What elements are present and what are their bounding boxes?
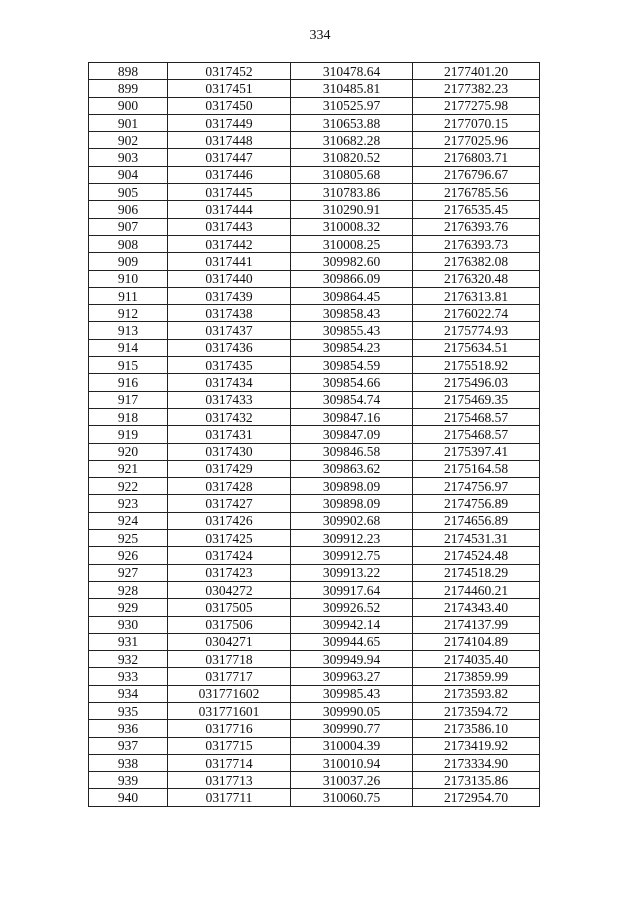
point-id-cell: 0317450	[168, 97, 291, 114]
point-id-cell: 0317505	[168, 599, 291, 616]
point-id-cell: 0317711	[168, 789, 291, 806]
x-coordinate-cell: 309917.64	[291, 581, 413, 598]
table-row	[89, 201, 540, 218]
point-id-cell: 0317445	[168, 184, 291, 201]
x-coordinate-cell: 309926.52	[291, 599, 413, 616]
table-row	[89, 149, 540, 166]
table-row	[89, 547, 540, 564]
point-number-cell: 925	[89, 530, 168, 547]
x-coordinate-cell: 309847.09	[291, 426, 413, 443]
y-coordinate-cell: 2174756.89	[413, 495, 540, 512]
point-id-cell: 0317448	[168, 132, 291, 149]
point-id-cell: 0304271	[168, 633, 291, 650]
table-row	[89, 702, 540, 719]
y-coordinate-cell: 2174531.31	[413, 530, 540, 547]
point-id-cell: 0317443	[168, 218, 291, 235]
point-number-cell: 906	[89, 201, 168, 218]
y-coordinate-cell: 2176382.08	[413, 253, 540, 270]
x-coordinate-cell: 309942.14	[291, 616, 413, 633]
point-number-cell: 923	[89, 495, 168, 512]
table-row	[89, 512, 540, 529]
table-row	[89, 391, 540, 408]
table-row	[89, 339, 540, 356]
y-coordinate-cell: 2174518.29	[413, 564, 540, 581]
y-coordinate-cell: 2173593.82	[413, 685, 540, 702]
point-number-cell: 905	[89, 184, 168, 201]
point-id-cell: 0317506	[168, 616, 291, 633]
table-row	[89, 443, 540, 460]
x-coordinate-cell: 309846.58	[291, 443, 413, 460]
point-number-cell: 940	[89, 789, 168, 806]
point-number-cell: 922	[89, 478, 168, 495]
point-number-cell: 936	[89, 720, 168, 737]
y-coordinate-cell: 2177070.15	[413, 114, 540, 131]
point-number-cell: 918	[89, 408, 168, 425]
y-coordinate-cell: 2175518.92	[413, 357, 540, 374]
x-coordinate-cell: 309982.60	[291, 253, 413, 270]
x-coordinate-cell: 309854.23	[291, 339, 413, 356]
point-number-cell: 902	[89, 132, 168, 149]
y-coordinate-cell: 2177382.23	[413, 80, 540, 97]
point-number-cell: 910	[89, 270, 168, 287]
point-number-cell: 915	[89, 357, 168, 374]
x-coordinate-cell: 309854.59	[291, 357, 413, 374]
point-id-cell: 0317429	[168, 460, 291, 477]
point-number-cell: 928	[89, 581, 168, 598]
table-row	[89, 426, 540, 443]
y-coordinate-cell: 2173586.10	[413, 720, 540, 737]
table-row	[89, 633, 540, 650]
x-coordinate-cell: 309944.65	[291, 633, 413, 650]
x-coordinate-cell: 310008.25	[291, 235, 413, 252]
point-number-cell: 898	[89, 63, 168, 80]
x-coordinate-cell: 310478.64	[291, 63, 413, 80]
table-row	[89, 685, 540, 702]
y-coordinate-cell: 2174656.89	[413, 512, 540, 529]
point-number-cell: 917	[89, 391, 168, 408]
point-number-cell: 912	[89, 305, 168, 322]
point-id-cell: 0317715	[168, 737, 291, 754]
table-row	[89, 668, 540, 685]
table-row	[89, 754, 540, 771]
coordinates-table	[88, 62, 540, 807]
table-row	[89, 408, 540, 425]
y-coordinate-cell: 2175774.93	[413, 322, 540, 339]
table-row	[89, 772, 540, 789]
point-number-cell: 916	[89, 374, 168, 391]
point-number-cell: 932	[89, 651, 168, 668]
y-coordinate-cell: 2174460.21	[413, 581, 540, 598]
point-id-cell: 031771601	[168, 702, 291, 719]
y-coordinate-cell: 2173419.92	[413, 737, 540, 754]
x-coordinate-cell: 309898.09	[291, 478, 413, 495]
y-coordinate-cell: 2176393.76	[413, 218, 540, 235]
table-row	[89, 287, 540, 304]
point-number-cell: 907	[89, 218, 168, 235]
point-number-cell: 903	[89, 149, 168, 166]
point-number-cell: 908	[89, 235, 168, 252]
table-row	[89, 789, 540, 806]
point-id-cell: 0317425	[168, 530, 291, 547]
x-coordinate-cell: 310010.94	[291, 754, 413, 771]
point-number-cell: 930	[89, 616, 168, 633]
y-coordinate-cell: 2174137.99	[413, 616, 540, 633]
point-id-cell: 0317451	[168, 80, 291, 97]
table-row	[89, 322, 540, 339]
point-number-cell: 934	[89, 685, 168, 702]
y-coordinate-cell: 2172954.70	[413, 789, 540, 806]
table-row	[89, 581, 540, 598]
y-coordinate-cell: 2174035.40	[413, 651, 540, 668]
table-row	[89, 63, 540, 80]
point-id-cell: 031771602	[168, 685, 291, 702]
y-coordinate-cell: 2176022.74	[413, 305, 540, 322]
x-coordinate-cell: 309963.27	[291, 668, 413, 685]
table-row	[89, 114, 540, 131]
x-coordinate-cell: 310485.81	[291, 80, 413, 97]
point-id-cell: 0317444	[168, 201, 291, 218]
y-coordinate-cell: 2176535.45	[413, 201, 540, 218]
table-row	[89, 530, 540, 547]
point-id-cell: 0317437	[168, 322, 291, 339]
point-number-cell: 939	[89, 772, 168, 789]
x-coordinate-cell: 309864.45	[291, 287, 413, 304]
x-coordinate-cell: 309985.43	[291, 685, 413, 702]
x-coordinate-cell: 309858.43	[291, 305, 413, 322]
x-coordinate-cell: 309847.16	[291, 408, 413, 425]
x-coordinate-cell: 310783.86	[291, 184, 413, 201]
x-coordinate-cell: 309855.43	[291, 322, 413, 339]
table-row	[89, 599, 540, 616]
point-number-cell: 935	[89, 702, 168, 719]
x-coordinate-cell: 309854.74	[291, 391, 413, 408]
point-number-cell: 937	[89, 737, 168, 754]
table-row	[89, 460, 540, 477]
table-row	[89, 478, 540, 495]
table-row	[89, 564, 540, 581]
point-id-cell: 0317435	[168, 357, 291, 374]
table-row	[89, 720, 540, 737]
table-row	[89, 270, 540, 287]
table-row	[89, 651, 540, 668]
point-id-cell: 0317430	[168, 443, 291, 460]
table-row	[89, 374, 540, 391]
point-number-cell: 926	[89, 547, 168, 564]
y-coordinate-cell: 2173594.72	[413, 702, 540, 719]
y-coordinate-cell: 2175496.03	[413, 374, 540, 391]
point-id-cell: 0317717	[168, 668, 291, 685]
y-coordinate-cell: 2174756.97	[413, 478, 540, 495]
x-coordinate-cell: 309854.66	[291, 374, 413, 391]
x-coordinate-cell: 309866.09	[291, 270, 413, 287]
point-id-cell: 0304272	[168, 581, 291, 598]
table-row	[89, 737, 540, 754]
x-coordinate-cell: 310682.28	[291, 132, 413, 149]
y-coordinate-cell: 2175164.58	[413, 460, 540, 477]
point-id-cell: 0317442	[168, 235, 291, 252]
y-coordinate-cell: 2175634.51	[413, 339, 540, 356]
x-coordinate-cell: 309913.22	[291, 564, 413, 581]
table-row	[89, 495, 540, 512]
point-id-cell: 0317436	[168, 339, 291, 356]
y-coordinate-cell: 2173859.99	[413, 668, 540, 685]
table-row	[89, 616, 540, 633]
y-coordinate-cell: 2177275.98	[413, 97, 540, 114]
point-id-cell: 0317433	[168, 391, 291, 408]
point-number-cell: 899	[89, 80, 168, 97]
table-row	[89, 218, 540, 235]
table-row	[89, 357, 540, 374]
x-coordinate-cell: 310008.32	[291, 218, 413, 235]
y-coordinate-cell: 2173135.86	[413, 772, 540, 789]
x-coordinate-cell: 310820.52	[291, 149, 413, 166]
y-coordinate-cell: 2177025.96	[413, 132, 540, 149]
point-id-cell: 0317716	[168, 720, 291, 737]
x-coordinate-cell: 309990.77	[291, 720, 413, 737]
point-id-cell: 0317718	[168, 651, 291, 668]
table-row	[89, 132, 540, 149]
point-id-cell: 0317438	[168, 305, 291, 322]
point-number-cell: 904	[89, 166, 168, 183]
point-number-cell: 919	[89, 426, 168, 443]
y-coordinate-cell: 2175468.57	[413, 426, 540, 443]
point-number-cell: 909	[89, 253, 168, 270]
point-id-cell: 0317449	[168, 114, 291, 131]
point-id-cell: 0317439	[168, 287, 291, 304]
point-id-cell: 0317714	[168, 754, 291, 771]
point-number-cell: 914	[89, 339, 168, 356]
y-coordinate-cell: 2176803.71	[413, 149, 540, 166]
point-id-cell: 0317441	[168, 253, 291, 270]
x-coordinate-cell: 310653.88	[291, 114, 413, 131]
point-id-cell: 0317423	[168, 564, 291, 581]
y-coordinate-cell: 2176785.56	[413, 184, 540, 201]
table-row	[89, 253, 540, 270]
y-coordinate-cell: 2174343.40	[413, 599, 540, 616]
x-coordinate-cell: 310290.91	[291, 201, 413, 218]
point-id-cell: 0317447	[168, 149, 291, 166]
page-number: 334	[309, 28, 331, 43]
point-number-cell: 921	[89, 460, 168, 477]
point-id-cell: 0317440	[168, 270, 291, 287]
x-coordinate-cell: 309990.05	[291, 702, 413, 719]
y-coordinate-cell: 2175469.35	[413, 391, 540, 408]
y-coordinate-cell: 2174104.89	[413, 633, 540, 650]
point-number-cell: 929	[89, 599, 168, 616]
point-number-cell: 901	[89, 114, 168, 131]
point-id-cell: 0317424	[168, 547, 291, 564]
point-number-cell: 927	[89, 564, 168, 581]
y-coordinate-cell: 2176320.48	[413, 270, 540, 287]
x-coordinate-cell: 310525.97	[291, 97, 413, 114]
table-row	[89, 97, 540, 114]
point-number-cell: 900	[89, 97, 168, 114]
point-number-cell: 924	[89, 512, 168, 529]
table-row	[89, 80, 540, 97]
point-id-cell: 0317427	[168, 495, 291, 512]
y-coordinate-cell: 2177401.20	[413, 63, 540, 80]
y-coordinate-cell: 2176313.81	[413, 287, 540, 304]
point-id-cell: 0317432	[168, 408, 291, 425]
table-row	[89, 305, 540, 322]
table-row	[89, 166, 540, 183]
y-coordinate-cell: 2173334.90	[413, 754, 540, 771]
table-body	[89, 63, 540, 807]
point-id-cell: 0317452	[168, 63, 291, 80]
point-number-cell: 933	[89, 668, 168, 685]
table-row	[89, 235, 540, 252]
x-coordinate-cell: 310004.39	[291, 737, 413, 754]
x-coordinate-cell: 309902.68	[291, 512, 413, 529]
x-coordinate-cell: 310037.26	[291, 772, 413, 789]
point-id-cell: 0317428	[168, 478, 291, 495]
point-id-cell: 0317446	[168, 166, 291, 183]
y-coordinate-cell: 2175397.41	[413, 443, 540, 460]
point-number-cell: 920	[89, 443, 168, 460]
point-id-cell: 0317431	[168, 426, 291, 443]
x-coordinate-cell: 309949.94	[291, 651, 413, 668]
point-number-cell: 931	[89, 633, 168, 650]
point-id-cell: 0317426	[168, 512, 291, 529]
y-coordinate-cell: 2176796.67	[413, 166, 540, 183]
table-row	[89, 184, 540, 201]
x-coordinate-cell: 310060.75	[291, 789, 413, 806]
point-number-cell: 938	[89, 754, 168, 771]
x-coordinate-cell: 309898.09	[291, 495, 413, 512]
point-number-cell: 913	[89, 322, 168, 339]
y-coordinate-cell: 2175468.57	[413, 408, 540, 425]
y-coordinate-cell: 2174524.48	[413, 547, 540, 564]
x-coordinate-cell: 309912.75	[291, 547, 413, 564]
point-id-cell: 0317713	[168, 772, 291, 789]
point-number-cell: 911	[89, 287, 168, 304]
x-coordinate-cell: 310805.68	[291, 166, 413, 183]
point-id-cell: 0317434	[168, 374, 291, 391]
y-coordinate-cell: 2176393.73	[413, 235, 540, 252]
x-coordinate-cell: 309863.62	[291, 460, 413, 477]
x-coordinate-cell: 309912.23	[291, 530, 413, 547]
